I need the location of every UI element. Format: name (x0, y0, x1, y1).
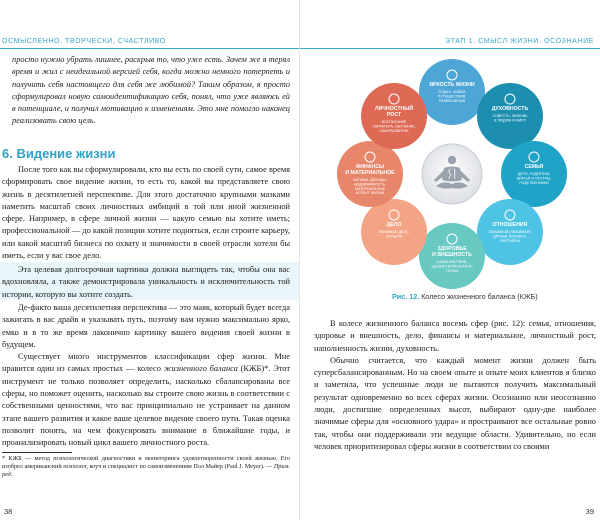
sector-description: ПУТЕШЕСТВИЯ, (437, 94, 467, 99)
running-head-left: ОСМЫСЛЕННО, ТВОРЧЕСКИ, СЧАСТЛИВО (2, 38, 166, 45)
sector-description: РОДСТВЕННИКИ (519, 180, 549, 185)
wheel-sector (361, 199, 427, 265)
sector-description: ДЕТИ, РОДИТЕЛИ, (517, 172, 551, 176)
sector-title: СЕМЬЯ (524, 164, 544, 170)
wheel-sector (477, 83, 543, 149)
body-part-2 (2, 264, 290, 301)
footnote-rule (2, 452, 72, 453)
right-paragraph-1: В колесе жизненного баланса восемь сфер (рис. 12): семья, отношения, здоровье и внешность, дело, финансы и материальное, личностный рост, наполненность жизни, духовность. (314, 319, 596, 353)
body-paragraph-3: Де-факто ваша десятилетняя перспектива — это маяк, который будет всегда зажигать в вас драйв и указывать путь, поэтому вам нужно максимально ярко, емко и в то же время лаконично картинку вашего видения своей жизни в будущем. (2, 303, 290, 349)
head-rule-left (0, 48, 299, 49)
wheel-sector (337, 141, 403, 207)
sector-description: ТЕЛОМ (445, 268, 459, 273)
sector-description: МАТЕРИАЛЬНЫЕ (354, 186, 386, 191)
footnote: * КЖБ — метод психологической диагностики и мониторинга удовлетворенности своей жизнью. Его изобрел американский психолог, коуч и специалист по самоизменениям Пол Майер (Paul J. Meyer). — Прим. ред. (2, 455, 290, 478)
sector-title: ФИНАНСЫ (355, 164, 385, 170)
right-body (314, 318, 596, 453)
body-part-1 (2, 164, 290, 262)
sector-description: УДОВЛЕТВОРЕННОСТЬ (431, 264, 473, 269)
sector-description: ЛЮБИМОЕ ДЕЛО, (378, 229, 410, 234)
sector-description: САМОРАЗВИТИЕ (379, 128, 409, 133)
body-paragraph-4: Существует много инструментов классификации сфер жизни. Мне нравится один из самых простых — колесо жизненного баланса (КЖБ)*. Этот инструмент не только позволяет определить, насколько сбалансированы все сферы, но поможет оценить, насколько вы строите свою жизнь в соответствии с собственными ценностями, что вас принципиально не устраивает на данном этапе вашего развития и какое ваше целевое видение своего пути. Такая оценка позволит понять, на чем фокусировать внимание в ближайшие годы, и проанализировать новый цикл вашего личностного роста. (2, 352, 291, 448)
sector-title: ДЕЛО (386, 221, 402, 228)
wheel-sector (361, 83, 427, 149)
wheel-sector (501, 141, 567, 207)
sector-description: КАРЬЕРА (385, 234, 403, 239)
body-paragraph-1: После того как вы сформулировали, кто вы есть по своей сути, самое время сформировать свое видение жизни, то есть то, какой вы представляете свою жизнь в десятилетней перспективе. Для этого достаточно крупными мазками наметить масштаб своих личностных амбиций в той или иной жизненной сфере. Например, в сфере личной жизни — какую семью вы хотите иметь; профессиональной — до какой позиции хотите подняться, если строите карьеру, или какой масштаб бизнеса по охвату и значимости в своей отрасли хотели бы иметь, если у вас свое дело. (2, 165, 290, 261)
sector-title: ОТНОШЕНИЯ (492, 221, 528, 228)
figure-caption: Рис. 12. Колесо жизненного баланса (КЖБ) (392, 292, 538, 301)
sector-title: ДУХОВНОСТЬ (491, 106, 529, 113)
sector-description: ПАРТНЕРЫ (499, 238, 520, 243)
body-paragraph-2: Эта целевая долгосрочная картинка должна выглядеть так, чтобы она вас вдохновляла, а также демонстрировала уникальность и исключительность той истории, которую вы хотите создать. (2, 265, 290, 299)
right-page (300, 0, 600, 520)
wheel-center-label: Я (446, 166, 458, 183)
sector-description: ВОСПИТАНИЕ (381, 120, 407, 125)
sector-description: АКТИВЫ, ДОХОДЫ, (353, 178, 387, 182)
sector-description: СОВЕСТЬ, ЛЮБОВЬ (492, 114, 528, 119)
section-title: 6. Видение жизни (2, 146, 116, 161)
sector-description: САМОЧУВСТВИЕ, (436, 260, 468, 264)
sector-description: АСПЕКТ ЖИЗНИ (355, 191, 385, 196)
sector-title: ЛИЧНОСТНЫЙ (374, 106, 414, 113)
right-paragraph-2: Обычно считается, что каждый момент жизни должен быть суперсбалансированным. Но на своем опыте и опыте моих клиентов я близко и заметила, что успешные люди не пытаются получить максимальный результат одновременно во всех сферах жизни. Осознанно или неосознанно люди, достигшие определенных высот, выбирают одну-две наиболее значимые сферы для «основного удара» и простраивают все остальные ровно так, чтобы они поддерживали эти ведущие области. Удивительно, но если человек приоритизировал сферы жизни в соответствии со своими (314, 355, 596, 451)
sector-title: РОСТ (386, 112, 402, 119)
intro-paragraph (12, 54, 290, 128)
wheel-sector (419, 223, 485, 289)
sector-description: РАЗВЛЕЧЕНИЯ (438, 98, 466, 103)
sector-description: ХАРАКТЕРА, ОБУЧЕНИЕ, (372, 124, 416, 129)
wheel-sector (419, 59, 485, 125)
sector-description: ЛЮБИМЫЙ (ЛЮБИМАЯ), (488, 229, 532, 234)
sector-description: ОТДЫХ, ХОББИ, (437, 90, 467, 94)
sector-title: ЯРКОСТЬ ЖИЗНИ (429, 82, 475, 88)
page-number-left: 38 (4, 507, 13, 516)
head-rule-right (300, 48, 600, 49)
sector-description: ДРУЗЬЯ, КОЛЛЕГИ, (493, 234, 527, 239)
intro-text: просто нужно убрать лишнее, раскрыв то, что уже есть. Зачем же я терял время и жил с неидеальной версией себя, когда можно немного потерпеть и получить себя настоящего для себя же любимой? Таким образом, я просто сформулировал новую самоидентификацию себя, понял, что уже являюсь ей в потенциале, и получил мотивацию к изменениям. Это мне помогло наконец реализовать свою цель. (12, 55, 290, 126)
life-balance-wheel (336, 56, 568, 292)
running-head-right: ЭТАП 1. СМЫСЛ ЖИЗНИ. ОСОЗНАНИЕ (445, 38, 594, 45)
sector-title: ЗДОРОВЬЕ (437, 246, 467, 252)
sector-description: БРАТЬЯ И СЕСТРЫ, (516, 176, 552, 181)
sector-description: НЕДВИЖИМОСТЬ, (353, 182, 387, 187)
body-part-3 (2, 302, 290, 450)
sector-title: И МАТЕРИАЛЬНОЕ (345, 170, 395, 176)
page-number-right: 39 (585, 507, 594, 516)
wheel-sector (477, 199, 543, 265)
sector-title: И ВНЕШНОСТЬ (432, 252, 472, 258)
sector-description: К ЛЮДЯМ И МИРУ (494, 118, 526, 123)
